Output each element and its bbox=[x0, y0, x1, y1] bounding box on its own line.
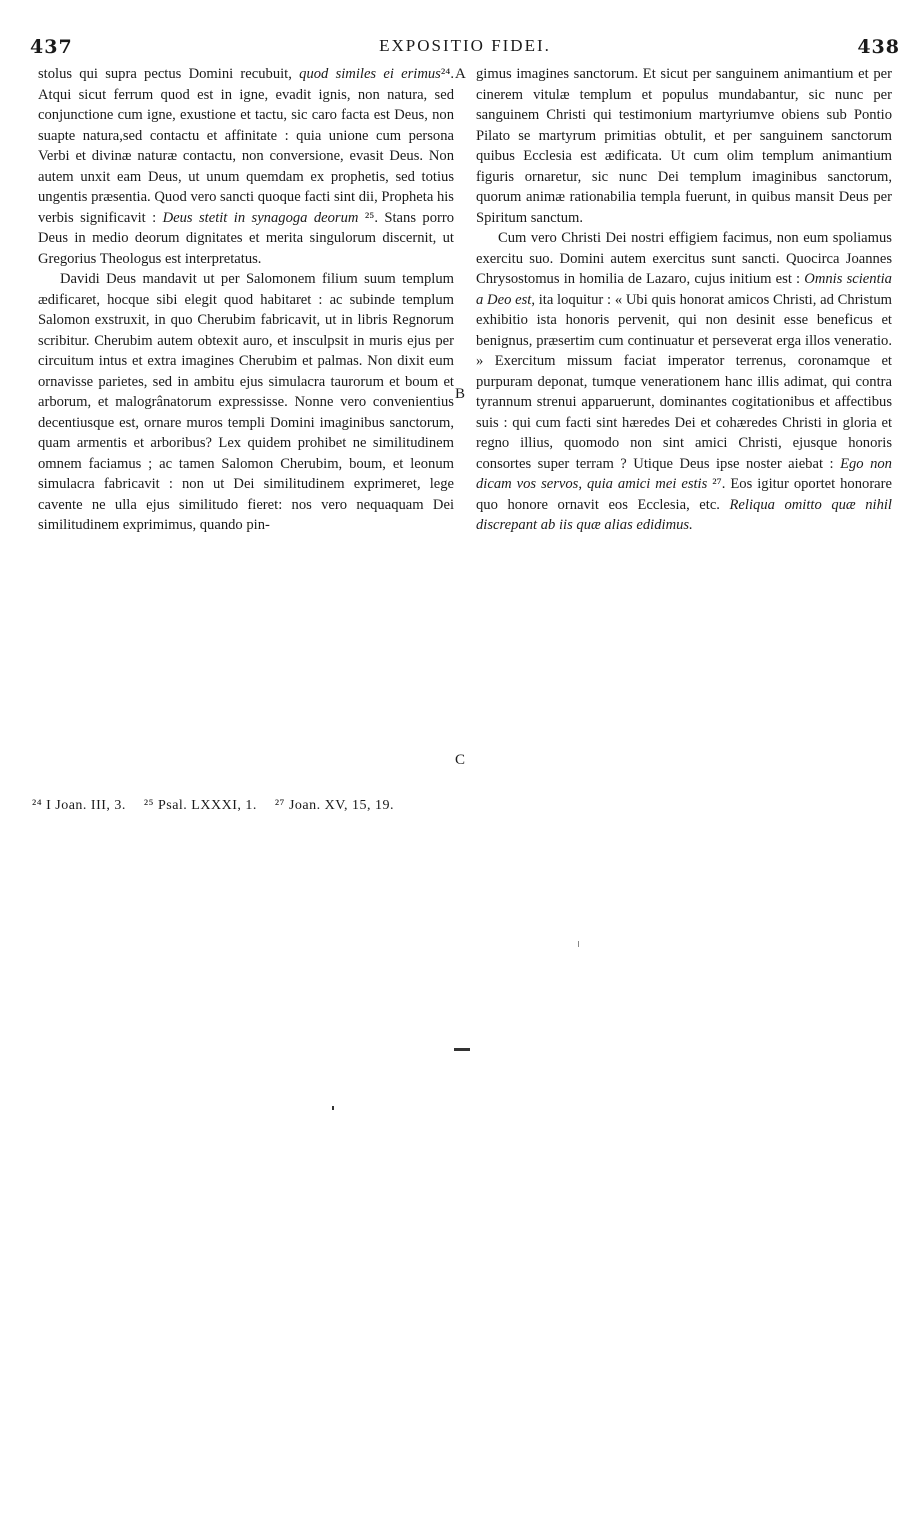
ink-speck bbox=[332, 1106, 334, 1110]
margin-marker-b: B bbox=[455, 386, 466, 402]
margin-marker-c: C bbox=[455, 752, 466, 768]
running-header bbox=[30, 36, 900, 60]
margin-marker-a: A bbox=[455, 66, 466, 82]
right-paragraph-1: gimus imagines sanctorum. Et sicut per sanguinem animantium et per cinerem vitulæ templum et populus mundabantur, sic nunc per sanguinem Christi qui testimonium martyriumve obiens sub Pontio Pilato se martyrum primitias obtulit, et per sanguinem sanctorum quibus Ecclesia est ædificata. Ut cum olim templum animantium figuris ornaretur, sic nunc Dei templum imaginibus sanctorum, quorum animæ rationabilia templa fuerunt, in quibus mansit Deus per Spiritum sanctum. bbox=[476, 66, 892, 226]
text-run: stolus qui supra pectus Domini recubuit, bbox=[38, 66, 300, 82]
right-column bbox=[476, 64, 892, 536]
ink-speck bbox=[578, 941, 579, 947]
page-number-left: 437 bbox=[30, 36, 73, 58]
footnote-27: ²⁷ Joan. XV, 15, 19. bbox=[274, 798, 395, 813]
text-run: ²⁷. Eos igitur oportet honorare quo honore ornavit eos Ecclesia, etc. bbox=[476, 476, 892, 513]
footnote-25: ²⁵ Psal. LXXXI, 1. bbox=[143, 798, 257, 813]
italic-quote: quod similes ei erimus bbox=[299, 66, 441, 82]
footnote-24: ²⁴ I Joan. III, 3. bbox=[32, 798, 126, 813]
right-paragraph-2 bbox=[476, 228, 892, 536]
italic-quote: Omnis scientia a Deo est bbox=[476, 271, 892, 308]
italic-quote: Deus stetit in synagoga deorum bbox=[162, 209, 359, 226]
footnotes bbox=[32, 798, 394, 814]
left-paragraph-1 bbox=[38, 64, 454, 269]
text-run: , ita loquitur : « Ubi quis honorat amicos Christi, ad Christum exhibitio ista honoris pervenit, qui non desinit esse beneficus et benignus, præsertim cum continuatur et perseverat erga illos veneratio. » Exercitum missum faciat imperator terrenus, coronamque et purpuram deponat, tumque venerationem hanc illis adimat, qui contra tyrannum strenui apparuerunt, dominantes cogitationibus et affectibus suis : qui cum facti sint hæredes Dei et cohæredes Christi in gloria et regno illius, quomodo non sint amici Christi, ejusque honoris consortes super terram ? Utique Deus ipse noster aiebat : bbox=[476, 291, 892, 472]
left-column bbox=[38, 64, 454, 536]
text-run: ²⁴. Atqui sicut ferrum quod est in igne, evadit ignis, non natura, sed conjunctione cum igne, exustione et tactu, sic caro facta est Deus, non suapte natura,sed contactu et affinitate : quia unione cum persona Verbi et divinæ naturæ contactu, non conversione, evasit Deus. Non autem unxit eam Deus, ut unum quemdam ex prophetis, sed totius ungentis præsentia. Quod vero sancti quoque facti sint dii, Propheta his verbis significavit : bbox=[38, 66, 454, 226]
text-run: ²⁵. Stans porro Deus in medio deorum dignitates et merita singulorum discernit, ut Gregorius Theologus est interpretatus. bbox=[38, 209, 455, 267]
running-title: EXPOSITIO FIDEI. bbox=[379, 36, 551, 55]
page-number-right: 438 bbox=[857, 36, 900, 58]
ink-speck bbox=[454, 1048, 470, 1051]
left-paragraph-2: Davidi Deus mandavit ut per Salomonem filium suum templum ædificaret, hocque sibi elegit quod habitaret : ac subinde templum Salomon exstruxit, in quo Cherubim fabricavit, ut in libris Regnorum scribitur. Cherubim autem obtexit auro, et insculpsit in muris ejus per circuitum intus et extra imagines Cherubim et palmas. Non dixit eum ornavisse parietes, sed in ambitu ejus simulacra taurorum et boum et arborum, et malogrânatorum expressisse. Nonne vero convenientius decentiusque est, ornare muros templi Domini imaginibus sanctorum, quam armentis et arboribus? Lex quidem prohibet ne similitudinem omnem faciamus ; ac tamen Salomon Cherubim, boum, et leonum simulacra fabricavit : non ut Dei similitudinem exprimeret, lege cavente ne ulla ejus similitudo fieret: nos vero nequaquam Dei similitudinem exprimimus, quando pin- bbox=[38, 271, 454, 533]
italic-quote: Reliqua omitto quæ nihil discrepant ab iis quæ alias edidimus. bbox=[476, 496, 892, 533]
text-run: Cum vero Christi Dei nostri effigiem facimus, non eum spoliamus exercitu suo. Domini autem exercitus sunt sancti. Quocirca Joannes Chrysostomus in homilia de Lazaro, cujus initium est : bbox=[476, 230, 892, 287]
italic-quote: Ego non dicam vos servos, quia amici mei estis bbox=[476, 455, 892, 492]
